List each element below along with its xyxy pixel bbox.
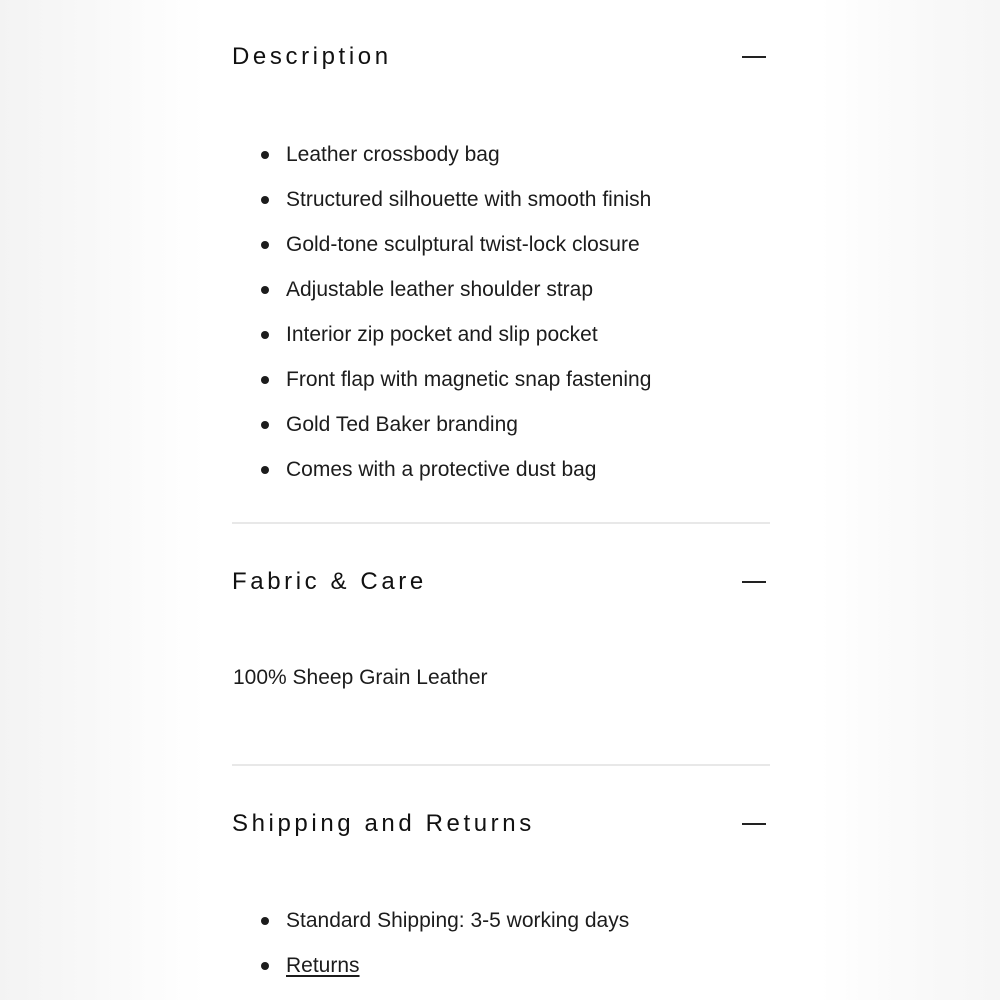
accordion-header-fabric-care[interactable]: [232, 554, 770, 610]
section-title-shipping-returns: Shipping and Returns: [232, 810, 535, 837]
list-item: Comes with a protective dust bag: [232, 447, 770, 492]
section-title-description: Description: [232, 43, 392, 70]
minus-icon[interactable]: [742, 812, 766, 836]
minus-icon[interactable]: [742, 570, 766, 594]
section-title-fabric-care: Fabric & Care: [232, 568, 427, 595]
list-item: Adjustable leather shoulder strap: [232, 267, 770, 312]
fabric-composition: 100% Sheep Grain Leather: [233, 666, 488, 689]
description-list: [232, 132, 770, 492]
list-item: Standard Shipping: 3-5 working days: [232, 898, 770, 943]
list-item: Gold-tone sculptural twist-lock closure: [232, 222, 770, 267]
accordion-header-description[interactable]: [232, 29, 770, 85]
accordion-header-shipping-returns[interactable]: [232, 796, 770, 852]
list-item: Front flap with magnetic snap fastening: [232, 357, 770, 402]
shipping-list: [232, 898, 770, 988]
list-item: Gold Ted Baker branding: [232, 402, 770, 447]
list-item: Interior zip pocket and slip pocket: [232, 312, 770, 357]
list-item: Leather crossbody bag: [232, 132, 770, 177]
minus-icon[interactable]: [742, 45, 766, 69]
section-divider: [232, 522, 770, 524]
section-divider: [232, 764, 770, 766]
list-item-returns: [232, 943, 770, 988]
returns-link[interactable]: Returns: [286, 954, 360, 977]
list-item: Structured silhouette with smooth finish: [232, 177, 770, 222]
